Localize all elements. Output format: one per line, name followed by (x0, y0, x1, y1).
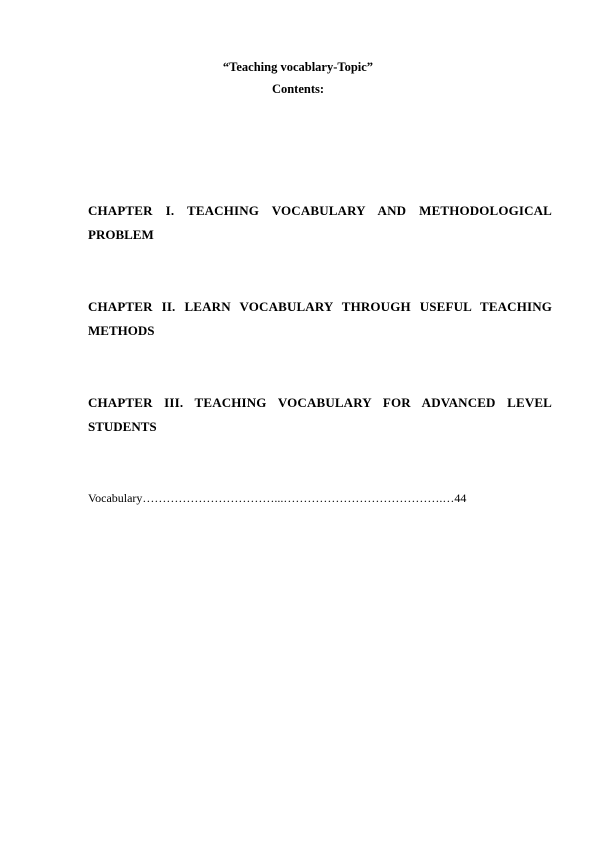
chapter-2-heading: CHAPTER II. LEARN VOCABULARY THROUGH USEFUL TEACHING (88, 299, 552, 314)
chapter-1-heading: CHAPTER I. TEACHING VOCABULARY AND METHODOLOGICAL (88, 203, 552, 218)
chapter-3-heading: CHAPTER III. TEACHING VOCABULARY FOR ADVANCED LEVEL (88, 395, 552, 410)
document-title: “Teaching vocablary-Topic” (222, 60, 374, 74)
chapter-1-heading-cont: PROBLEM (88, 227, 154, 242)
chapter-2-heading-cont: METHODS (88, 323, 155, 338)
toc-entry-3-2-cont: Vocabulary……………………………...………………………………….…44 (88, 491, 467, 505)
chapter-3-heading-cont: STUDENTS (88, 419, 157, 434)
contents-heading: Contents: (271, 82, 325, 96)
